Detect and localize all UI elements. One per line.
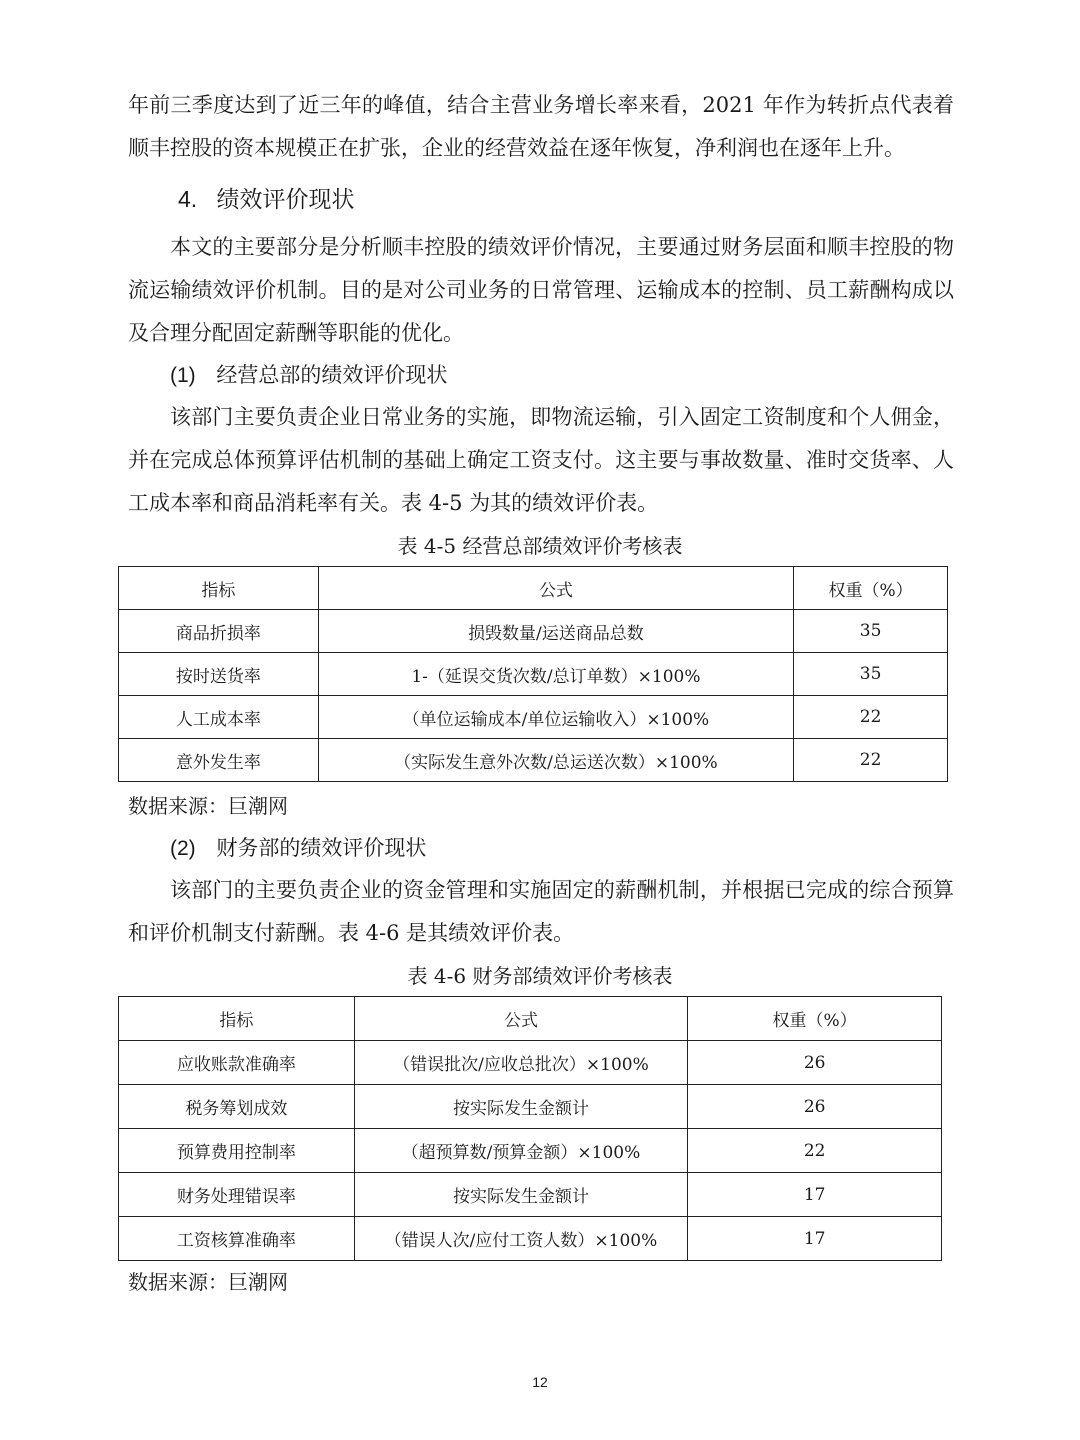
cell-weight: 22 — [794, 739, 948, 782]
cell-indicator: 商品折损率 — [119, 610, 319, 653]
table-row — [119, 1085, 942, 1129]
table-4-6-caption: 表 4-6 财务部绩效评价考核表 — [407, 964, 673, 988]
cell-indicator: 按时送货率 — [119, 653, 319, 696]
cell-weight: 17 — [688, 1173, 942, 1217]
header-formula: 公式 — [318, 567, 793, 610]
subsection-2-paragraph: 该部门的主要负责企业的资金管理和实施固定的薪酬机制，并根据已完成的综合预算和评价机制支付薪酬。表 4-6 是其绩效评价表。 — [128, 878, 954, 945]
table-row — [119, 1217, 942, 1261]
section-number: 4. — [178, 186, 198, 212]
table-row — [119, 610, 948, 653]
cell-weight: 26 — [688, 1085, 942, 1129]
table-header-row — [119, 567, 948, 610]
cell-indicator: 预算费用控制率 — [119, 1129, 355, 1173]
table-header-row — [119, 997, 942, 1041]
table-4-6-source: 数据来源：巨潮网 — [128, 1270, 288, 1294]
table-row — [119, 1041, 942, 1085]
subsection-2-number: (2) — [170, 837, 196, 860]
section-paragraph: 本文的主要部分是分析顺丰控股的绩效评价情况，主要通过财务层面和顺丰控股的物流运输绩效评价机制。目的是对公司业务的日常管理、运输成本的控制、员工薪酬构成以及合理分配固定薪酬等职能的优化。 — [128, 235, 954, 345]
subsection-1-paragraph: 该部门主要负责企业日常业务的实施，即物流运输，引入固定工资制度和个人佣金，并在完成总体预算评估机制的基础上确定工资支付。这主要与事故数量、准时交货率、人工成本率和商品消耗率有关。表 4-5 为其的绩效评价表。 — [128, 405, 954, 515]
table-row — [119, 653, 948, 696]
table-row — [119, 1129, 942, 1173]
cell-indicator: 工资核算准确率 — [119, 1217, 355, 1261]
subsection-1-heading — [170, 360, 447, 391]
cell-weight: 35 — [794, 653, 948, 696]
cell-indicator: 人工成本率 — [119, 696, 319, 739]
page-number: 12 — [532, 1374, 548, 1390]
table-4-5 — [118, 566, 948, 782]
cell-weight: 22 — [794, 696, 948, 739]
intro-paragraph: 年前三季度达到了近三年的峰值，结合主营业务增长率来看，2021 年作为转折点代表着顺丰控股的资本规模正在扩张，企业的经营效益在逐年恢复，净利润也在逐年上升。 — [128, 93, 954, 160]
table-4-6 — [118, 996, 942, 1261]
cell-indicator: 财务处理错误率 — [119, 1173, 355, 1217]
cell-formula: （错误批次/应收总批次）×100% — [354, 1041, 688, 1085]
cell-formula: 1-（延误交货次数/总订单数）×100% — [318, 653, 793, 696]
cell-weight: 17 — [688, 1217, 942, 1261]
subsection-1-number: (1) — [170, 364, 196, 387]
section-title: 绩效评价现状 — [216, 187, 355, 213]
subsection-1-title: 经营总部的绩效评价现状 — [216, 363, 448, 387]
cell-formula: （超预算数/预算金额）×100% — [354, 1129, 688, 1173]
cell-formula: 损毁数量/运送商品总数 — [318, 610, 793, 653]
cell-indicator: 税务筹划成效 — [119, 1085, 355, 1129]
table-4-5-caption: 表 4-5 经营总部绩效评价考核表 — [397, 534, 683, 558]
header-formula: 公式 — [354, 997, 688, 1041]
subsection-2-heading — [170, 833, 426, 864]
header-weight: 权重（%） — [794, 567, 948, 610]
cell-weight: 22 — [688, 1129, 942, 1173]
table-row — [119, 1173, 942, 1217]
section-heading — [178, 184, 355, 215]
subsection-2-title: 财务部的绩效评价现状 — [216, 836, 427, 860]
header-indicator: 指标 — [119, 567, 319, 610]
header-indicator: 指标 — [119, 997, 355, 1041]
cell-indicator: 意外发生率 — [119, 739, 319, 782]
header-weight: 权重（%） — [688, 997, 942, 1041]
cell-indicator: 应收账款准确率 — [119, 1041, 355, 1085]
cell-weight: 35 — [794, 610, 948, 653]
table-4-5-source: 数据来源：巨潮网 — [128, 794, 288, 818]
table-row — [119, 696, 948, 739]
cell-formula: 按实际发生金额计 — [354, 1085, 688, 1129]
cell-formula: （单位运输成本/单位运输收入）×100% — [318, 696, 793, 739]
cell-weight: 26 — [688, 1041, 942, 1085]
cell-formula: （错误人次/应付工资人数）×100% — [354, 1217, 688, 1261]
cell-formula: （实际发生意外次数/总运送次数）×100% — [318, 739, 793, 782]
table-row — [119, 739, 948, 782]
cell-formula: 按实际发生金额计 — [354, 1173, 688, 1217]
